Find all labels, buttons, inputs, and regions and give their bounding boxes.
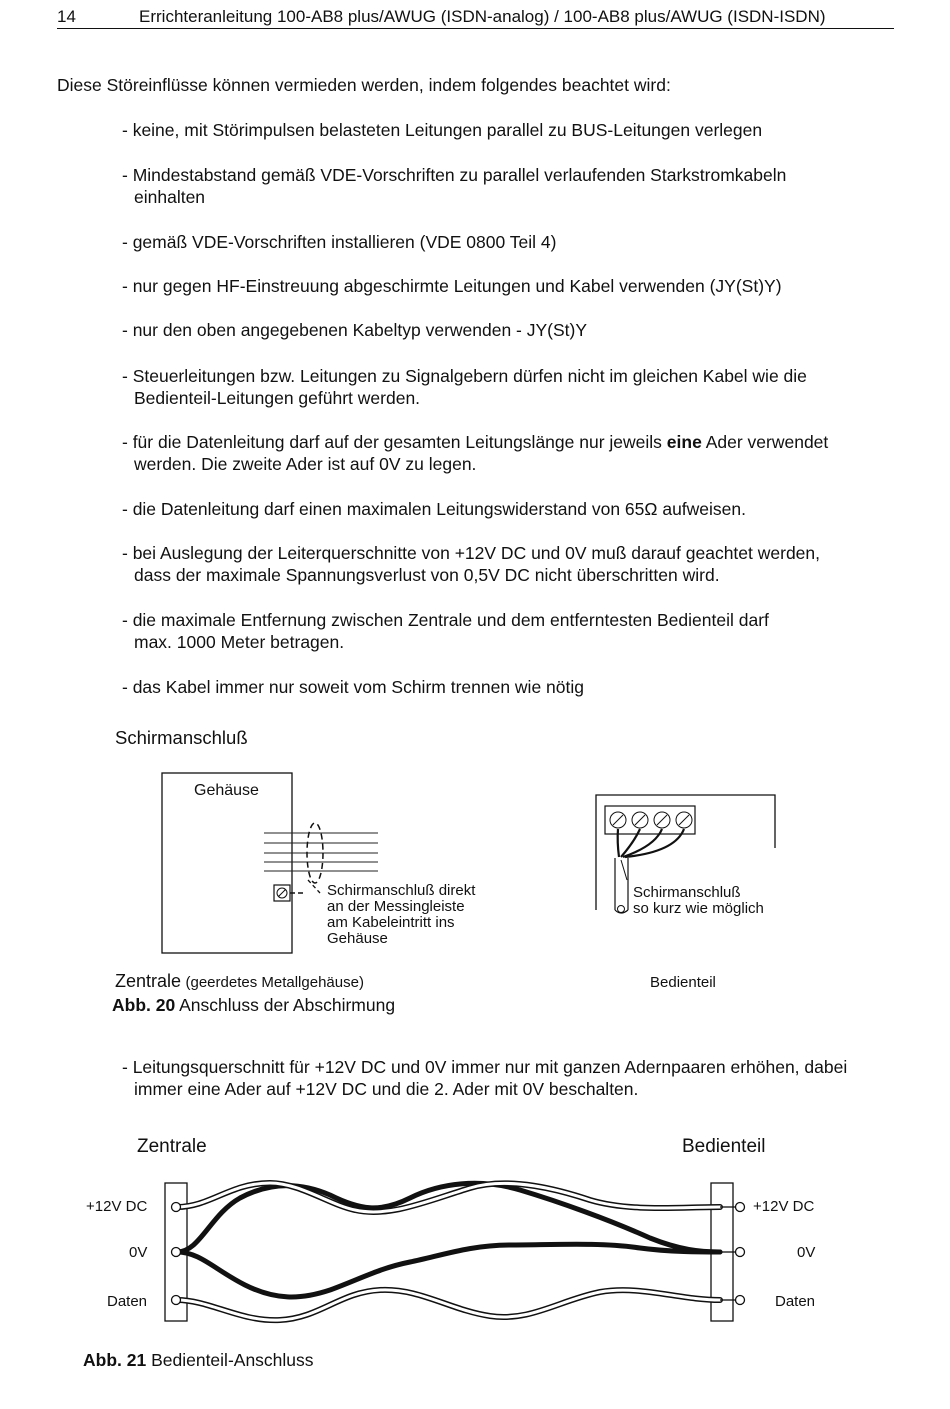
- list-item-continuation: einhalten: [134, 187, 206, 207]
- bedienteil-title: Bedienteil: [682, 1136, 766, 1157]
- list-item-line: - bei Auslegung der Leiterquerschnitte von +12V DC und 0V muß darauf geachtet werden,: [122, 543, 821, 563]
- terminal-label-12v-left: +12V DC: [86, 1198, 148, 1215]
- zentrale-title: Zentrale: [137, 1136, 207, 1157]
- list-item-line: - gemäß VDE-Vorschriften installieren (VDE 0800 Teil 4): [122, 232, 557, 252]
- list-item: [122, 365, 922, 409]
- shield-note-left: Schirmanschluß direkt an der Messingleiste am Kabeleintritt ins Gehäuse: [327, 882, 476, 947]
- list-item-line: - keine, mit Störimpulsen belasteten Leitungen parallel zu BUS-Leitungen verlegen: [122, 120, 763, 140]
- figure-caption-21: [83, 1350, 314, 1371]
- list-item: [122, 542, 922, 586]
- zentrale-label: Zentrale: [115, 971, 182, 991]
- list-item: [122, 498, 922, 520]
- shield-note-right: Schirmanschluß so kurz wie möglich: [633, 884, 764, 917]
- list-item: [122, 319, 922, 341]
- zentrale-caption: [115, 971, 364, 992]
- list-item: [122, 431, 922, 475]
- list-item-line-c: Ader verwendet: [701, 432, 829, 452]
- list-item-continuation: dass der maximale Spannungsverlust von 0,5V DC nicht überschritten wird.: [134, 565, 720, 585]
- list-item-line: - nur den oben angegebenen Kabeltyp verwenden - JY(St)Y: [122, 320, 588, 340]
- list-item: [122, 231, 922, 253]
- list-item: [122, 119, 922, 141]
- intro-paragraph: Diese Störeinflüsse können vermieden werden, indem folgendes beachtet wird:: [57, 75, 671, 95]
- list-item-continuation: immer eine Ader auf +12V DC und die 2. Ader mit 0V beschalten.: [134, 1079, 639, 1099]
- page-number: 14: [57, 7, 76, 26]
- bedienteil-cable: [615, 858, 628, 910]
- header-rule: [57, 28, 894, 29]
- caption-number: Abb. 21: [83, 1350, 147, 1370]
- list-item-line: - die maximale Entfernung zwischen Zentrale und dem entferntesten Bedienteil darf: [122, 610, 769, 630]
- list-item-line: - nur gegen HF-Einstreuung abgeschirmte Leitungen und Kabel verwenden (JY(St)Y): [122, 276, 782, 296]
- cable-wires: [264, 833, 378, 871]
- list-item-line: - Steuerleitungen bzw. Leitungen zu Signalgebern dürfen nicht im gleichen Kabel wie die: [122, 366, 807, 386]
- list-item-line: - die Datenleitung darf einen maximalen Leitungswiderstand von 65Ω aufweisen.: [122, 499, 747, 519]
- zero-volt-wires: [177, 1183, 720, 1297]
- list-item: [122, 609, 922, 653]
- terminal-label-0v-right: 0V: [797, 1244, 816, 1261]
- list-item-continuation: Bedienteil-Leitungen geführt werden.: [134, 388, 421, 408]
- caption-text: Anschluss der Abschirmung: [175, 995, 396, 1015]
- caption-text: Bedienteil-Anschluss: [146, 1350, 314, 1370]
- terminal-label-daten-right: Daten: [775, 1293, 816, 1310]
- running-header-title: Errichteranleitung 100-AB8 plus/AWUG (ISDN-analog) / 100-AB8 plus/AWUG (ISDN-ISDN): [139, 7, 826, 26]
- list-item-continuation: max. 1000 Meter betragen.: [134, 632, 345, 652]
- list-item: [122, 164, 922, 208]
- caption-number: Abb. 20: [112, 995, 176, 1015]
- housing-label: Gehäuse: [194, 782, 259, 799]
- list-item: [122, 1056, 922, 1100]
- list-item-line: - Leitungsquerschnitt für +12V DC und 0V immer nur mit ganzen Adernpaaren erhöhen, dabei: [122, 1057, 848, 1077]
- list-item: [122, 275, 922, 297]
- figure-caption-20: [112, 995, 395, 1016]
- housing-box: [162, 773, 292, 953]
- bedienteil-label: Bedienteil: [650, 974, 716, 991]
- list-item-continuation: werden. Die zweite Ader ist auf 0V zu legen.: [134, 454, 477, 474]
- list-item-line: - Mindestabstand gemäß VDE-Vorschriften zu parallel verlaufenden Starkstromkabeln: [122, 165, 787, 185]
- list-item-line-a: - für die Datenleitung darf auf der gesamten Leitungslänge nur jeweils: [122, 432, 667, 452]
- list-item-line: - das Kabel immer nur soweit vom Schirm trennen wie nötig: [122, 677, 584, 697]
- terminal-label-12v-right: +12V DC: [753, 1198, 815, 1215]
- list-item: [122, 676, 922, 698]
- terminal-label-0v-left: 0V: [129, 1244, 148, 1261]
- emphasis-word: eine: [666, 432, 702, 452]
- terminal-label-daten-left: Daten: [107, 1293, 148, 1310]
- figure-heading: Schirmanschluß: [115, 727, 248, 748]
- zentrale-sub: (geerdetes Metallgehäuse): [185, 974, 364, 991]
